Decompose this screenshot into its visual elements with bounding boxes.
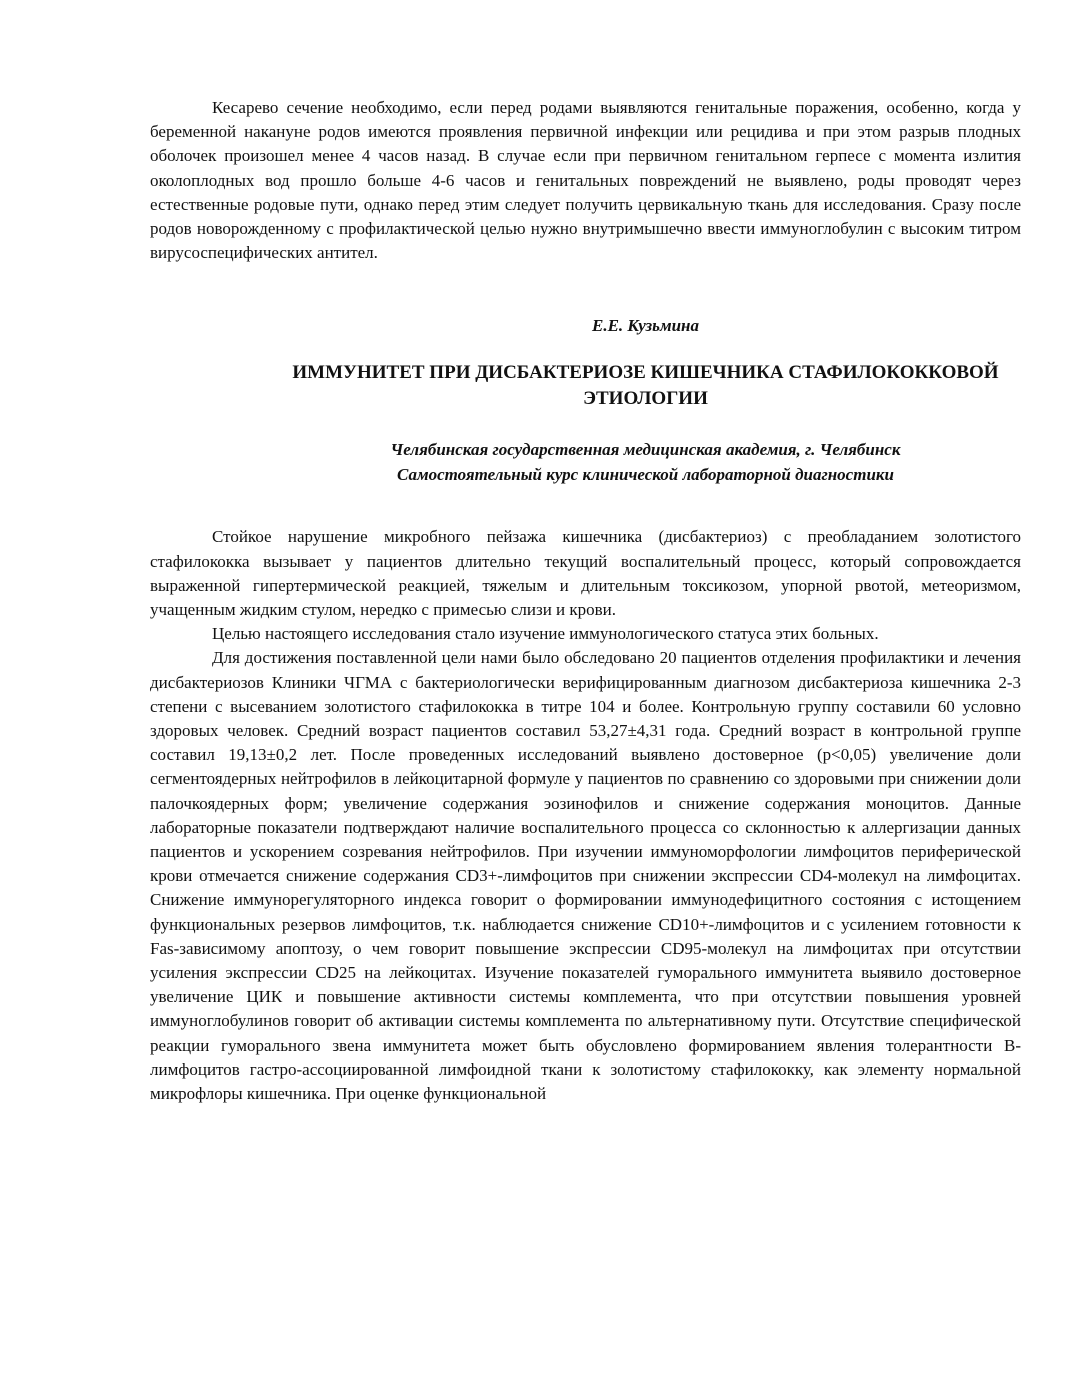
intro-paragraph: Кесарево сечение необходимо, если перед родами выявляются генитальные поражения, особенно, когда у беременной накануне родов имеются проявления первичной инфекции или рецидива и при этом разрыв плодных оболочек произошел менее 4 часов назад. В случае если при первичном генитальном герпесе с момента излития околоплодных вод прошло больше 4-6 часов и генитальных повреждений не выявлено, роды проводят через естественные родовые пути, однако перед этим следует получить цервикальную ткань для исследования. Сразу после родов новорожденному с профилактической целью нужно внутримышечно ввести иммуноглобулин с высоким титром вирусоспецифических антител. <box>150 98 1021 263</box>
article-author: Е.Е. Кузьмина <box>592 316 699 336</box>
affiliation-line-1: Челябинская государственная медицинская академия, г. Челябинск <box>390 440 901 460</box>
body-paragraph-1: Стойкое нарушение микробного пейзажа кишечника (дисбактериоз) с преобладанием золотистого стафилококка вызывает у пациентов длительно текущий воспалительный процесс, который сопровождается выраженной гипертермической реакцией, тяжелым и длительным токсикозом, упорной рвотой, метеоризмом, учащенным жидким стулом, нередко с примесью слизи и крови. <box>150 527 1021 620</box>
affiliation-line-2: Самостоятельный курс клинической лабораторной диагностики <box>397 464 894 484</box>
document-page <box>150 96 1021 1106</box>
body-paragraph-2: Целью настоящего исследования стало изучение иммунологического статуса этих больных. <box>212 624 879 644</box>
article-affiliation <box>150 438 1021 487</box>
body-paragraph-3: Для достижения поставленной цели нами было обследовано 20 пациентов отделения профилактики и лечения дисбактериозов Клиники ЧГМА с бактериологически верифицированным диагнозом дисбактериоза кишечника 2-3 степени с высеванием золотистого стафилококка в титре 104 и более. Контрольную группу составили 60 условно здоровых человек. Средний возраст пациентов составил 53,27±4,31 года. Средний возраст в контрольной группе составил 19,13±0,2 лет. После проведенных исследований выявлено достоверное (p<0,05) увеличение доли сегментоядерных нейтрофилов в лейкоцитарной формуле у пациентов по сравнению со здоровыми при снижении доли палочкоядерных форм; увеличение содержания эозинофилов и снижение содержания моноцитов. Данные лабораторные показатели подтверждают наличие воспалительного процесса со склонностью к аллергизации данных пациентов и ускорением созревания нейтрофилов. При изучении иммуноморфологии лимфоцитов периферической крови отмечается снижение содержания CD3+-лимфоцитов при снижении экспрессии CD4-молекул на лимфоцитах. Снижение иммунорегуляторного индекса говорит о формировании иммунодефицитного состояния с истощением функциональных резервов лимфоцитов, т.к. наблюдается снижение CD10+-лимфоцитов и с усилением готовности к Fas-зависимому апоптозу, о чем говорит повышение экспрессии CD95-молекул на лимфоцитах при отсутствии усиления экспрессии CD25 на лейкоцитах. Изучение показателей гуморального иммунитета выявило достоверное увеличение ЦИК и повышение активности системы комплемента, что при отсутствии повышения уровней иммуноглобулинов говорит об активации системы комплемента по альтернативному пути. Отсутствие специфической реакции гуморального звена иммунитета может быть обусловлено формированием явления толерантности В-лимфоцитов гастро-ассоциированной лимфоидной ткани к золотистому стафилококку, как элементу нормальной микрофлоры кишечника. При оценке функциональной <box>150 648 1021 1104</box>
article-body <box>150 525 1021 1106</box>
article-title: ИММУНИТЕТ ПРИ ДИСБАКТЕРИОЗЕ КИШЕЧНИКА СТАФИЛОКОККОВОЙ ЭТИОЛОГИИ <box>292 362 999 410</box>
